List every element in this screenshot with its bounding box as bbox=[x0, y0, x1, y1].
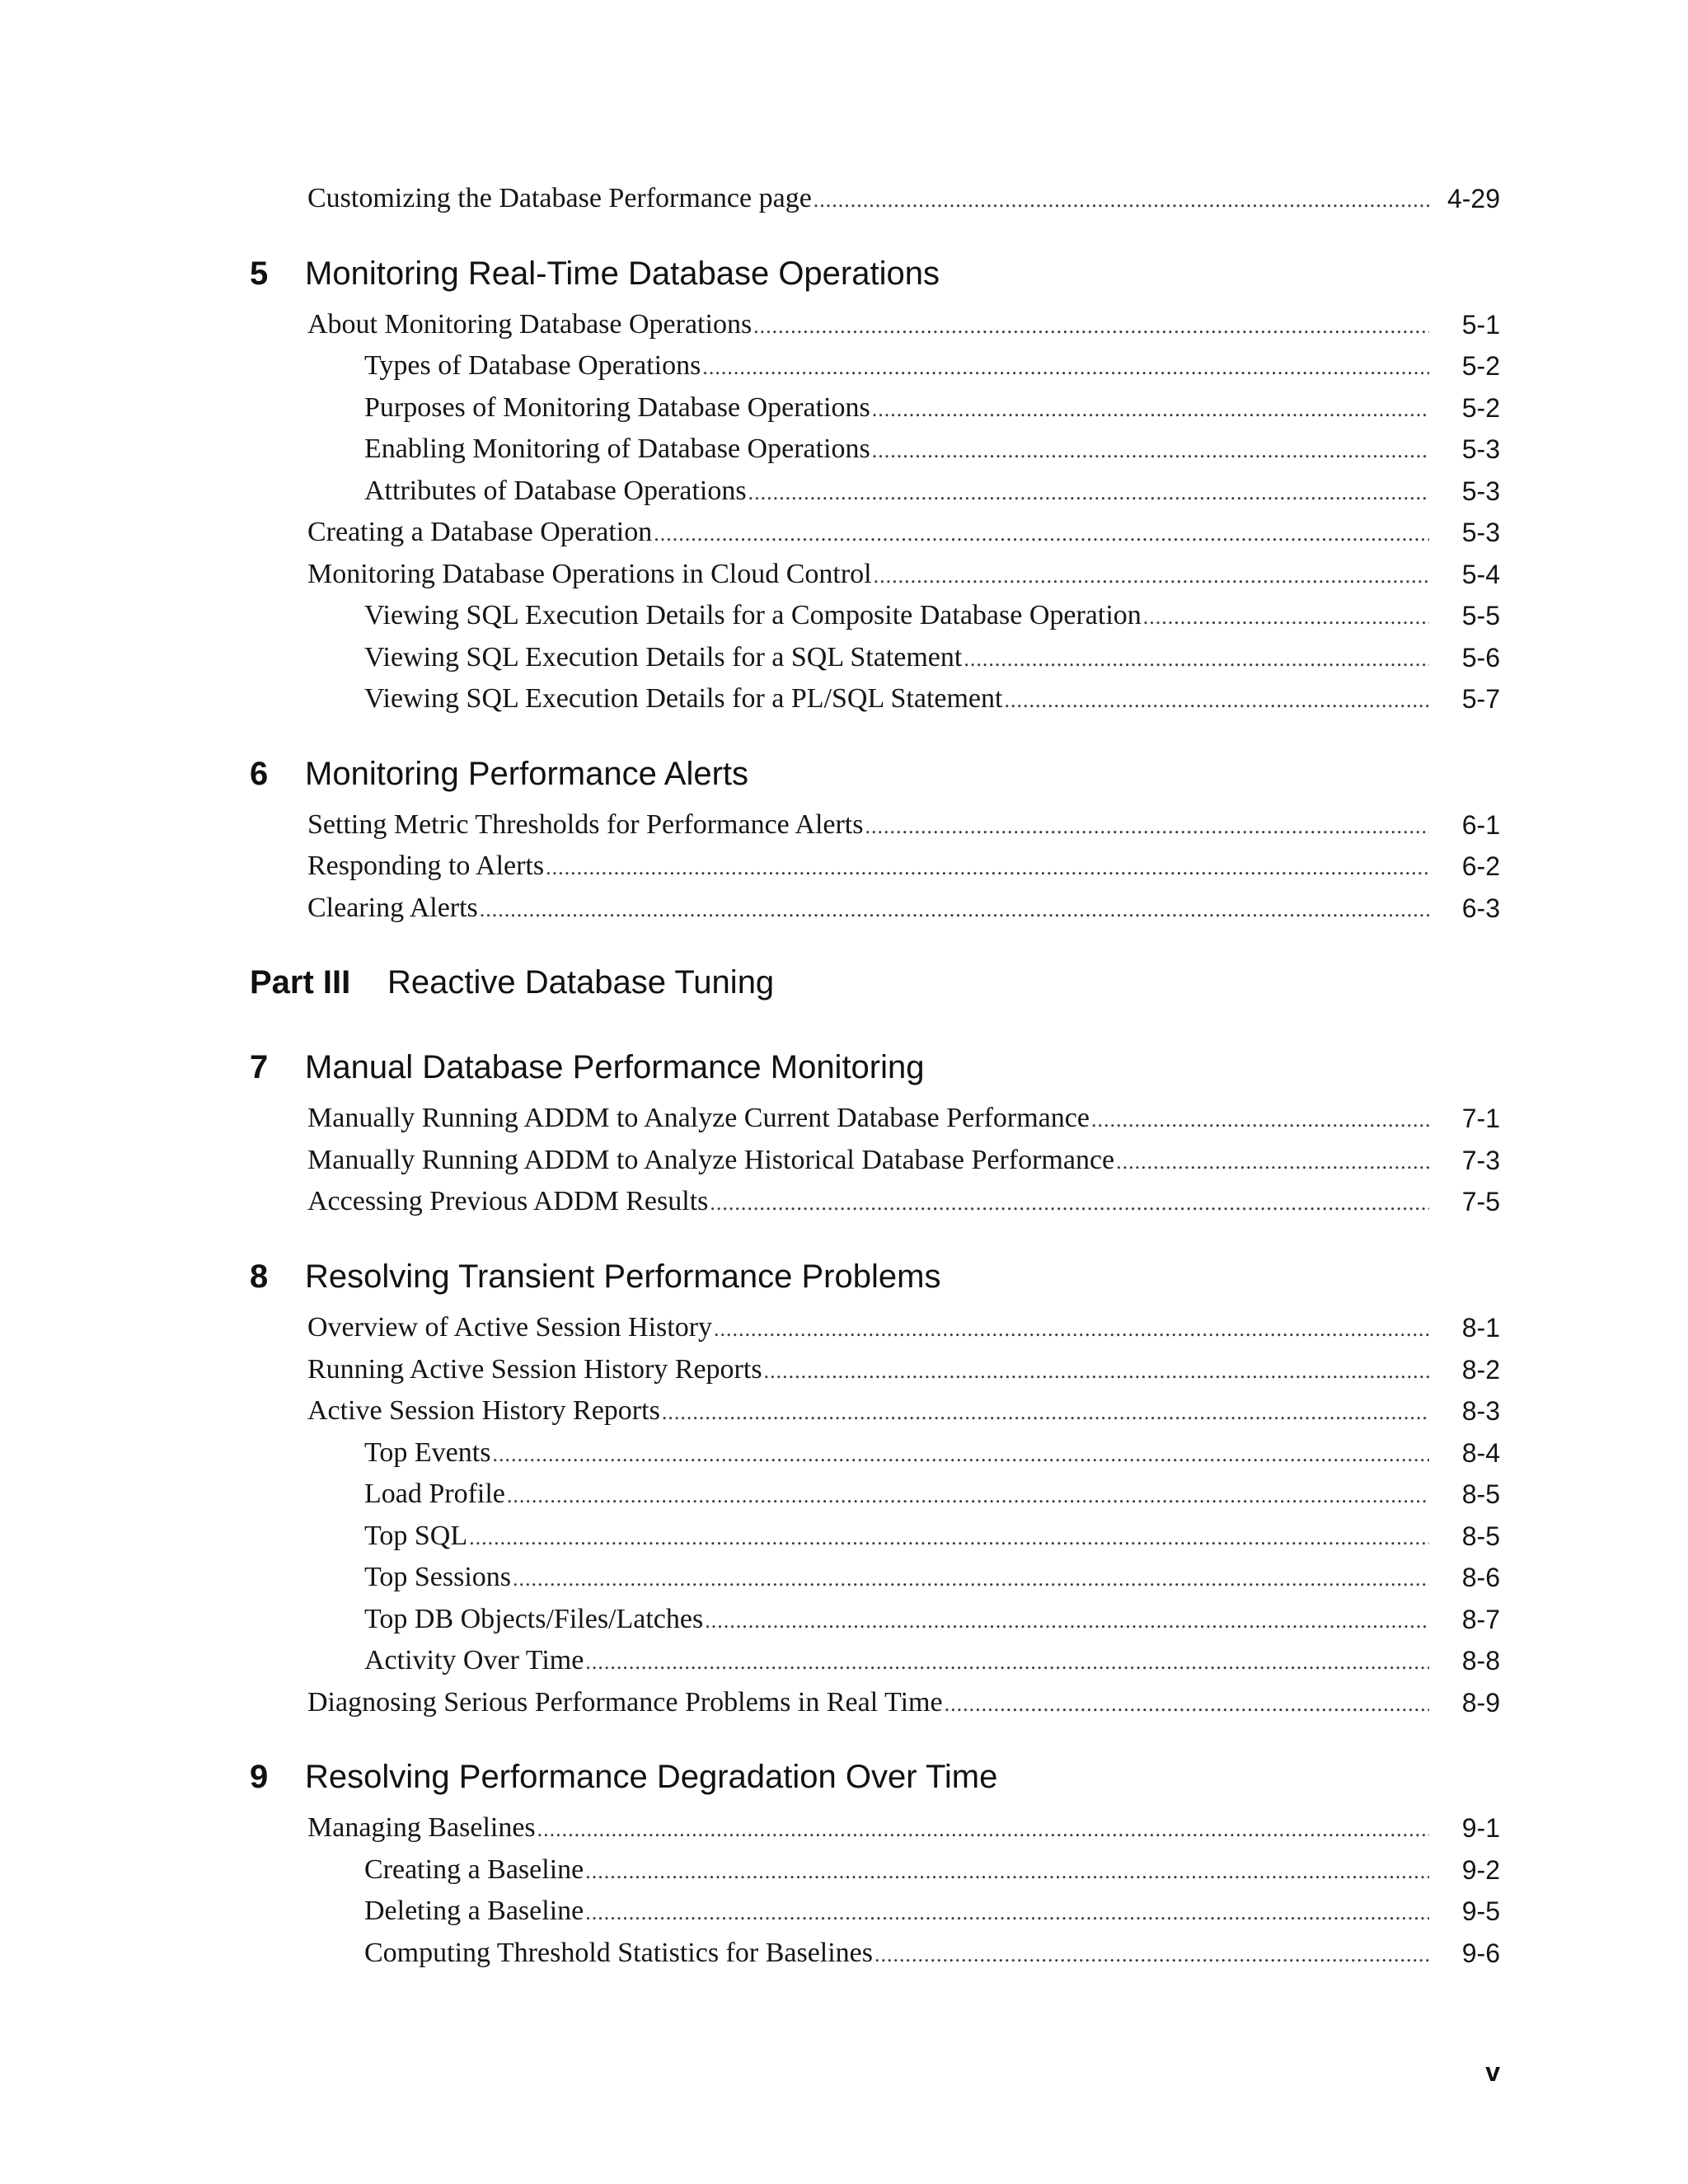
toc-entry-title: About Monitoring Database Operations bbox=[307, 309, 753, 340]
toc-entry-page: 5-3 bbox=[1461, 434, 1500, 464]
toc-entry-title: Purposes of Monitoring Database Operations bbox=[364, 392, 870, 423]
dot-leader bbox=[1116, 1141, 1429, 1183]
toc-entry[interactable] bbox=[0, 1097, 1688, 1140]
toc-entry-title: Top DB Objects/Files/Latches bbox=[364, 1604, 704, 1634]
chapter-heading-9[interactable] bbox=[0, 1754, 1688, 1800]
chapter-heading-5[interactable] bbox=[0, 251, 1688, 297]
chapter-number: 8 bbox=[250, 1258, 269, 1295]
toc-subentry[interactable] bbox=[0, 1473, 1688, 1516]
toc-subentry[interactable] bbox=[0, 387, 1688, 429]
toc-entry[interactable] bbox=[0, 177, 1688, 220]
toc-entry-page: 5-4 bbox=[1461, 560, 1500, 589]
chapter-number: 7 bbox=[250, 1049, 269, 1085]
dot-leader bbox=[814, 179, 1429, 222]
toc-entry[interactable] bbox=[0, 1306, 1688, 1349]
toc-entry-title: Customizing the Database Performance page bbox=[307, 183, 812, 213]
toc-subentry[interactable] bbox=[0, 344, 1688, 387]
toc-entry-page: 9-5 bbox=[1461, 1896, 1500, 1926]
toc-entry[interactable] bbox=[0, 1180, 1688, 1223]
toc-entry-title: Manually Running ADDM to Analyze Historical Database Performance bbox=[307, 1145, 1115, 1175]
dot-leader bbox=[1004, 679, 1429, 722]
chapter-number: 6 bbox=[250, 756, 269, 792]
dot-leader bbox=[702, 346, 1429, 389]
toc-entry-title: Load Profile bbox=[364, 1479, 505, 1509]
toc-entry-page: 5-1 bbox=[1461, 310, 1500, 340]
chapter-title: Monitoring Performance Alerts bbox=[305, 756, 749, 792]
toc-subentry[interactable] bbox=[0, 636, 1688, 679]
toc-entry-page: 8-7 bbox=[1461, 1605, 1500, 1634]
toc-entry-page: 8-1 bbox=[1461, 1313, 1500, 1343]
toc-subentry[interactable] bbox=[0, 1515, 1688, 1558]
toc-entry-page: 5-2 bbox=[1461, 351, 1500, 381]
toc-entry-page: 9-6 bbox=[1461, 1938, 1500, 1968]
chapter-number: 9 bbox=[250, 1759, 269, 1795]
chapter-title: Resolving Performance Degradation Over Time bbox=[305, 1759, 998, 1795]
toc-entry-page: 8-3 bbox=[1461, 1396, 1500, 1426]
chapter-title: Monitoring Real-Time Database Operations bbox=[305, 255, 940, 292]
toc-entry[interactable] bbox=[0, 1348, 1688, 1391]
dot-leader bbox=[469, 1516, 1429, 1559]
toc-entry-title: Types of Database Operations bbox=[364, 350, 701, 381]
toc-entry-title: Clearing Alerts bbox=[307, 893, 478, 923]
toc-entry-title: Top SQL bbox=[364, 1521, 468, 1551]
dot-leader bbox=[480, 888, 1429, 931]
dot-leader bbox=[714, 1308, 1429, 1351]
toc-entry-title: Deleting a Baseline bbox=[364, 1896, 584, 1926]
toc-entry-title: Viewing SQL Execution Details for a Composite Database Operation bbox=[364, 600, 1142, 630]
toc-entry-title: Attributes of Database Operations bbox=[364, 476, 747, 506]
chapter-title: Resolving Transient Performance Problems bbox=[305, 1258, 941, 1295]
toc-entry-page: 7-1 bbox=[1461, 1104, 1500, 1133]
toc-subentry[interactable] bbox=[0, 1890, 1688, 1933]
toc-entry-title: Enabling Monitoring of Database Operations bbox=[364, 434, 870, 464]
toc-entry-page: 8-5 bbox=[1461, 1479, 1500, 1509]
toc-entry-title: Diagnosing Serious Performance Problems in Real Time bbox=[307, 1687, 943, 1718]
dot-leader bbox=[705, 1600, 1429, 1643]
chapter-number: 5 bbox=[250, 255, 269, 292]
toc-entry-page: 6-1 bbox=[1461, 810, 1500, 840]
dot-leader bbox=[764, 1350, 1429, 1393]
page-folio: v bbox=[1485, 2057, 1500, 2087]
dot-leader bbox=[710, 1182, 1429, 1225]
dot-leader bbox=[585, 1641, 1429, 1684]
toc-entry-page: 8-9 bbox=[1461, 1688, 1500, 1718]
toc-entry-page: 9-1 bbox=[1461, 1813, 1500, 1843]
toc-entry[interactable] bbox=[0, 1807, 1688, 1849]
dot-leader bbox=[654, 513, 1429, 555]
toc-entry-page: 6-3 bbox=[1461, 893, 1500, 923]
toc-subentry[interactable] bbox=[0, 428, 1688, 471]
toc-entry-title: Responding to Alerts bbox=[307, 851, 545, 881]
dot-leader bbox=[513, 1558, 1429, 1601]
dot-leader bbox=[874, 1933, 1429, 1976]
toc-entry[interactable] bbox=[0, 511, 1688, 554]
dot-leader bbox=[1143, 596, 1429, 639]
toc-entry-page: 5-7 bbox=[1461, 684, 1500, 714]
dot-leader bbox=[1091, 1099, 1429, 1141]
chapter-heading-6[interactable] bbox=[0, 751, 1688, 797]
chapter-title: Manual Database Performance Monitoring bbox=[305, 1049, 925, 1085]
toc-entry-page: 5-2 bbox=[1461, 393, 1500, 423]
toc-entry-page: 8-5 bbox=[1461, 1521, 1500, 1551]
toc-entry-page: 7-3 bbox=[1461, 1146, 1500, 1175]
part-number: Part III bbox=[250, 964, 351, 1001]
dot-leader bbox=[872, 429, 1429, 472]
dot-leader bbox=[537, 1808, 1429, 1851]
part-title: Reactive Database Tuning bbox=[387, 964, 775, 1001]
dot-leader bbox=[585, 1891, 1429, 1934]
toc-subentry[interactable] bbox=[0, 1932, 1688, 1975]
toc-entry-page: 4-29 bbox=[1447, 184, 1500, 213]
chapter-heading-7[interactable] bbox=[0, 1044, 1688, 1090]
toc-entry-page: 5-6 bbox=[1461, 643, 1500, 673]
toc-entry-title: Activity Over Time bbox=[364, 1645, 584, 1675]
toc-entry[interactable] bbox=[0, 1139, 1688, 1182]
dot-leader bbox=[748, 471, 1429, 514]
toc-entry-page: 5-5 bbox=[1461, 601, 1500, 630]
dot-leader bbox=[662, 1391, 1429, 1434]
toc-entry-page: 8-6 bbox=[1461, 1563, 1500, 1592]
toc-entry[interactable] bbox=[0, 1681, 1688, 1724]
toc-entry-title: Overview of Active Session History bbox=[307, 1312, 713, 1343]
toc-entry[interactable] bbox=[0, 553, 1688, 596]
toc-entry-title: Monitoring Database Operations in Cloud Control bbox=[307, 559, 872, 589]
toc-entry-page: 7-5 bbox=[1461, 1187, 1500, 1216]
toc-subentry[interactable] bbox=[0, 594, 1688, 637]
toc-entry-title: Manually Running ADDM to Analyze Current Database Performance bbox=[307, 1103, 1090, 1133]
toc-entry-page: 8-4 bbox=[1461, 1438, 1500, 1468]
toc-entry-title: Running Active Session History Reports bbox=[307, 1354, 762, 1385]
toc-subentry[interactable] bbox=[0, 470, 1688, 513]
toc-entry-title: Viewing SQL Execution Details for a SQL Statement bbox=[364, 642, 963, 673]
toc-entry-title: Active Session History Reports bbox=[307, 1395, 660, 1426]
dot-leader bbox=[585, 1850, 1429, 1893]
toc-entry-title: Managing Baselines bbox=[307, 1812, 536, 1843]
toc-subentry[interactable] bbox=[0, 1598, 1688, 1641]
toc-subentry[interactable] bbox=[0, 677, 1688, 720]
toc-subentry[interactable] bbox=[0, 1849, 1688, 1891]
toc-entry-title: Viewing SQL Execution Details for a PL/SQL Statement bbox=[364, 683, 1003, 714]
part-heading-3[interactable] bbox=[0, 959, 1688, 1005]
toc-entry-page: 5-3 bbox=[1461, 476, 1500, 506]
dot-leader bbox=[492, 1433, 1429, 1476]
toc-entry-page: 5-3 bbox=[1461, 518, 1500, 547]
toc-entry-page: 8-8 bbox=[1461, 1646, 1500, 1675]
toc-entry[interactable] bbox=[0, 303, 1688, 346]
toc-entry-title: Top Sessions bbox=[364, 1562, 512, 1592]
toc-entry-page: 8-2 bbox=[1461, 1355, 1500, 1385]
dot-leader bbox=[964, 638, 1429, 681]
toc-entry[interactable] bbox=[0, 845, 1688, 888]
toc-entry-title: Computing Threshold Statistics for Baselines bbox=[364, 1938, 873, 1968]
toc-entry[interactable] bbox=[0, 1390, 1688, 1432]
toc-entry-page: 6-2 bbox=[1461, 851, 1500, 881]
dot-leader bbox=[546, 846, 1429, 889]
dot-leader bbox=[507, 1474, 1429, 1517]
toc-entry-page: 9-2 bbox=[1461, 1855, 1500, 1885]
dot-leader bbox=[872, 388, 1429, 431]
toc-entry-title: Top Events bbox=[364, 1437, 491, 1468]
dot-leader bbox=[753, 305, 1429, 348]
dot-leader bbox=[865, 805, 1430, 848]
toc-entry-title: Accessing Previous ADDM Results bbox=[307, 1186, 709, 1216]
toc-subentry[interactable] bbox=[0, 1432, 1688, 1474]
chapter-heading-8[interactable] bbox=[0, 1254, 1688, 1300]
dot-leader bbox=[945, 1683, 1429, 1726]
toc-entry-title: Creating a Database Operation bbox=[307, 517, 653, 547]
toc-entry[interactable] bbox=[0, 804, 1688, 846]
toc-subentry[interactable] bbox=[0, 1556, 1688, 1599]
toc-entry-title: Creating a Baseline bbox=[364, 1854, 584, 1885]
toc-subentry[interactable] bbox=[0, 1639, 1688, 1682]
toc-entry-title: Setting Metric Thresholds for Performance Alerts bbox=[307, 809, 864, 840]
dot-leader bbox=[874, 555, 1429, 598]
toc-entry[interactable] bbox=[0, 887, 1688, 930]
